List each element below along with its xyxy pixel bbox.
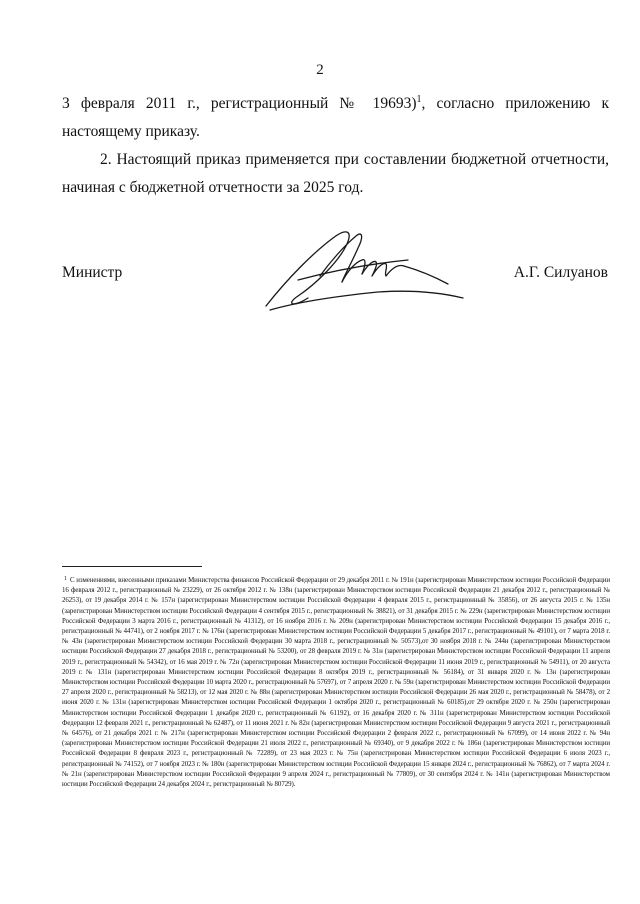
footnote-text: С изменениями, внесенными приказами Министерства финансов Российской Федерации от 29 декабря 2011 г. № 191н (зарегистрирован Министерством юстиции Российской Федерации 16 февраля 2012 г., регистрационный № 23229), от 26 октября 2012 г. № 138н (зарегистрирован Министерством юстиции Российской Федерации 21 декабря 2012 г., регистрационный № 26253), от 19 декабря 2014 г. № 157н (зарегистрирован Министерством юстиции Российской Федерации 4 февраля 2015 г., регистрационный № 35856), от 26 августа 2015 г. № 135н (зарегистрирован Министерством юстиции Российской Федерации 4 сентября 2015 г., регистрационный № 38821), от 31 декабря 2015 г. № 229н (зарегистрирован Министерством юстиции Российской Федерации 3 марта 2016 г., регистрационный № 41312), от 16 ноября 2016 г. № 209н (зарегистрирован Министерством юстиции Российской Федерации 15 декабря 2016 г., регистрационный № 44741), от 2 ноября 2017 г. № 176н (зарегистрирован Министерством юстиции Российской Федерации 5 декабря 2017 г., регистрационный № 49101), от 7 марта 2018 г. № 43н (зарегистрирован Министерством юстиции Российской Федерации 30 марта 2018 г., регистрационный № 50573),от 30 ноября 2018 г. № 244н (зарегистрирован Министерством юстиции Российской Федерации 27 декабря 2018 г., регистрационный № 53200), от 28 февраля 2019 г. № 31н (зарегистрирован Министерством юстиции Российской Федерации 11 апреля 2019 г., регистрационный № 54342), от 16 мая 2019 г. № 72н (зарегистрирован Министерством юстиции Российской Федерации 11 июня 2019 г., регистрационный № 54911), от 20 августа 2019 г. № 131н (зарегистрирован Министерством юстиции Российской Федерации 8 октября 2019 г., регистрационный № 56184), от 31 января 2020 г. № 13н (зарегистрирован Министерством юстиции Российской Федерации 10 марта 2020 г., регистрационный № 57697), от 7 апреля 2020 г. № 59н (зарегистрирован Министерством юстиции Российской Федерации 27 апреля 2020 г., регистрационный № 58213), от 12 мая 2020 г. № 88н (зарегистрирован Министерством юстиции Российской Федерации 26 мая 2020 г., регистрационный № 58478), от 2 июня 2020 г. № 131н (зарегистрирован Министерством юстиции Российской Федерации 1 октября 2020 г., регистрационный № 60185),от 29 октября 2020 г. № 250н (зарегистрирован Министерством юстиции Российской Федерации 1 декабря 2020 г., регистрационный № 61192), от 16 декабря 2020 г. № 311н (зарегистрирован Министерством юстиции Российской Федерации 12 февраля 2021 г., регистрационный № 62487), от 11 июня 2021 г. № 82н (зарегистрирован Министерством юстиции Российской Федерации 9 августа 2021 г., регистрационный № 64576), от 21 декабря 2021 г. № 217н (зарегистрирован Министерством юстиции Российской Федерации 2 февраля 2022 г., регистрационный № 67099), от 14 июня 2022 г. № 94н (зарегистрирован Министерством юстиции Российской Федерации 21 июля 2022 г., регистрационный № 69340), от 9 декабря 2022 г. № 186н (зарегистрирован Министерством юстиции Российской Федерации 8 февраля 2023 г., регистрационный № 72289), от 23 мая 2023 г. № 75н (зарегистрирован Министерством юстиции Российской Федерации 6 июля 2023 г., регистрационный № 74152), от 7 ноября 2023 г. № 180н (зарегистрирован Министерством юстиции Российской Федерации 15 января 2024 г., регистрационный № 76862), от 7 марта 2024 г. № 21н (зарегистрирован Министерством юстиции Российской Федерации 9 апреля 2024 г., регистрационный № 77809), от 30 сентября 2024 г. № 141н (зарегистрирован Министерством юстиции Российской Федерации 24 декабря 2024 г., регистрационный № 80729). xyxy=(62,577,610,789)
handwritten-signature xyxy=(258,218,468,318)
paragraph-continuation-tail: , согласно приложению к настоящему приказу. xyxy=(62,95,610,140)
footnote-reference: 1 xyxy=(416,93,422,105)
paragraph-continuation-text: 3 февраля 2011 г., регистрационный № 19693) xyxy=(62,95,417,112)
footnote-separator xyxy=(62,566,202,567)
footnote-marker: 1 xyxy=(64,576,67,582)
paragraph-item-2: 2. Настоящий приказ применяется при составлении бюджетной отчетности, начиная с бюджетной отчетности за 2025 год. xyxy=(62,151,609,196)
footnote xyxy=(62,574,610,790)
signatory-name: А.Г. Силуанов xyxy=(513,264,608,281)
signatory-position: Министр xyxy=(62,264,123,281)
paragraph-continuation xyxy=(62,90,609,146)
page-number: 2 xyxy=(316,62,324,78)
